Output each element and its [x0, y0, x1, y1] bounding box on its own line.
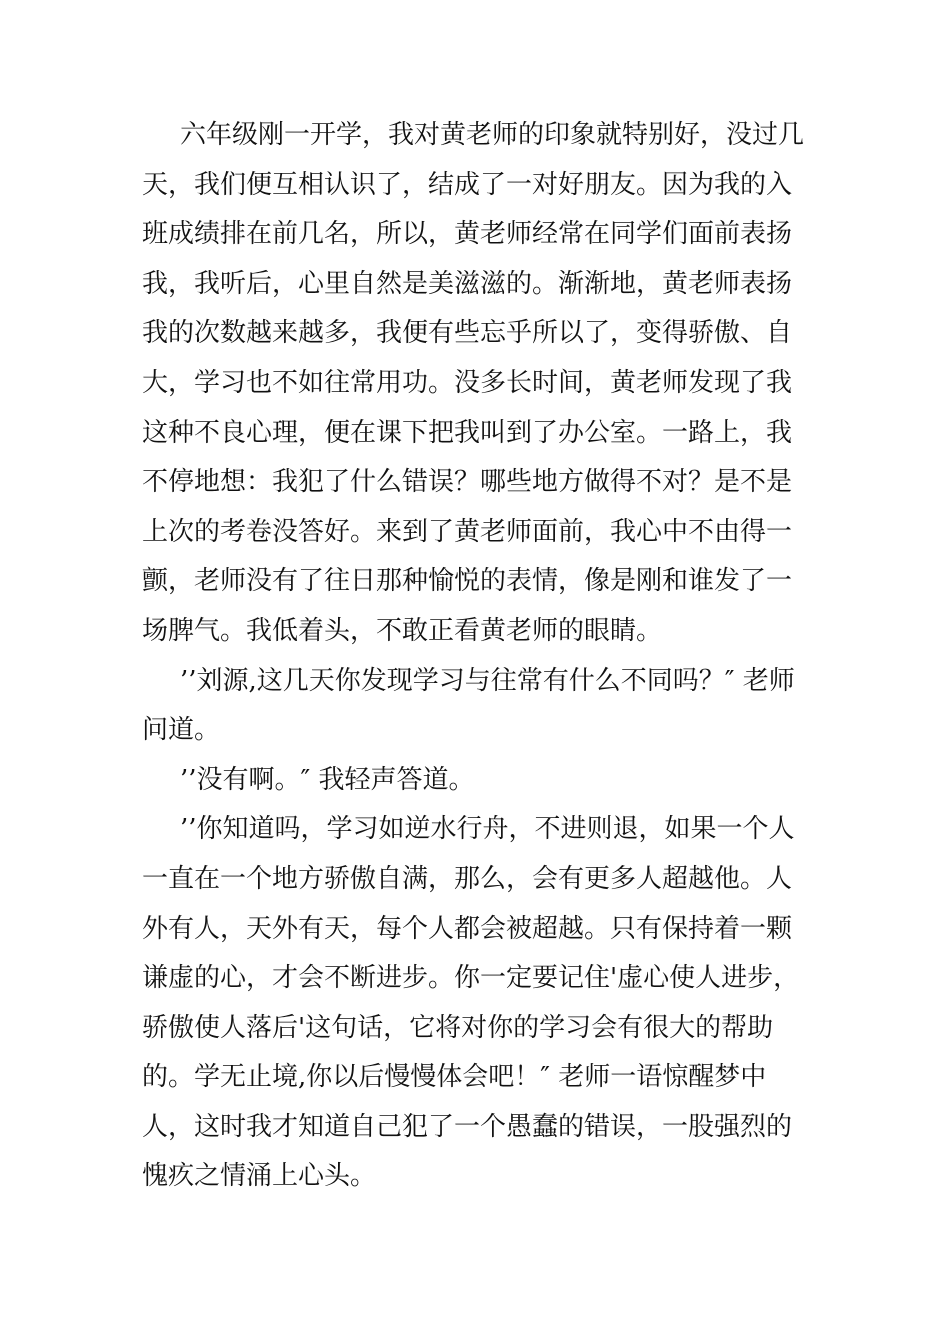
- paragraph-3: ’’没有啊。″ 我轻声答道。: [180, 764, 475, 795]
- text-body: [142, 111, 812, 1202]
- paragraph-1: 六年级刚一开学，我对黄老师的印象就特别好，没过几天，我们便互相认识了，结成了一对好朋友。因为我的入班成绩排在前几名，所以，黄老师经常在同学们面前表扬我，我听后，心里自然是美滋滋的。渐渐地，黄老师表扬我的次数越来越多，我便有些忘乎所以了，变得骄傲、自大，学习也不如往常用功。没多长时间，黄老师发现了我这种不良心理，便在课下把我叫到了办公室。一路上，我不停地想：我犯了什么错误？哪些地方做得不对？是不是上次的考卷没答好。来到了黄老师面前，我心中不由得一颤，老师没有了往日那种愉悦的表情，像是刚和谁发了一场脾气。我低着头，不敢正看黄老师的眼睛。: [142, 120, 805, 646]
- paragraph-4: ’’你知道吗，学习如逆水行舟，不进则退，如果一个人一直在一个地方骄傲自满，那么，会有更多人超越他。人外有人，天外有天，每个人都会被超越。只有保持着一颗谦虚的心，才会不断进步。你一定要记住'虚心使人进步，骄傲使人落后'这句话，它将对你的学习会有很大的帮助的。学无止境,你以后慢慢体会吧！″ 老师一语惊醒梦中人，这时我才知道自己犯了一个愚蠢的错误，一股强烈的愧疚之情涌上心头。: [142, 814, 800, 1192]
- paragraph-2: ’’刘源,这几天你发现学习与往常有什么不同吗？″ 老师问道。: [142, 665, 795, 746]
